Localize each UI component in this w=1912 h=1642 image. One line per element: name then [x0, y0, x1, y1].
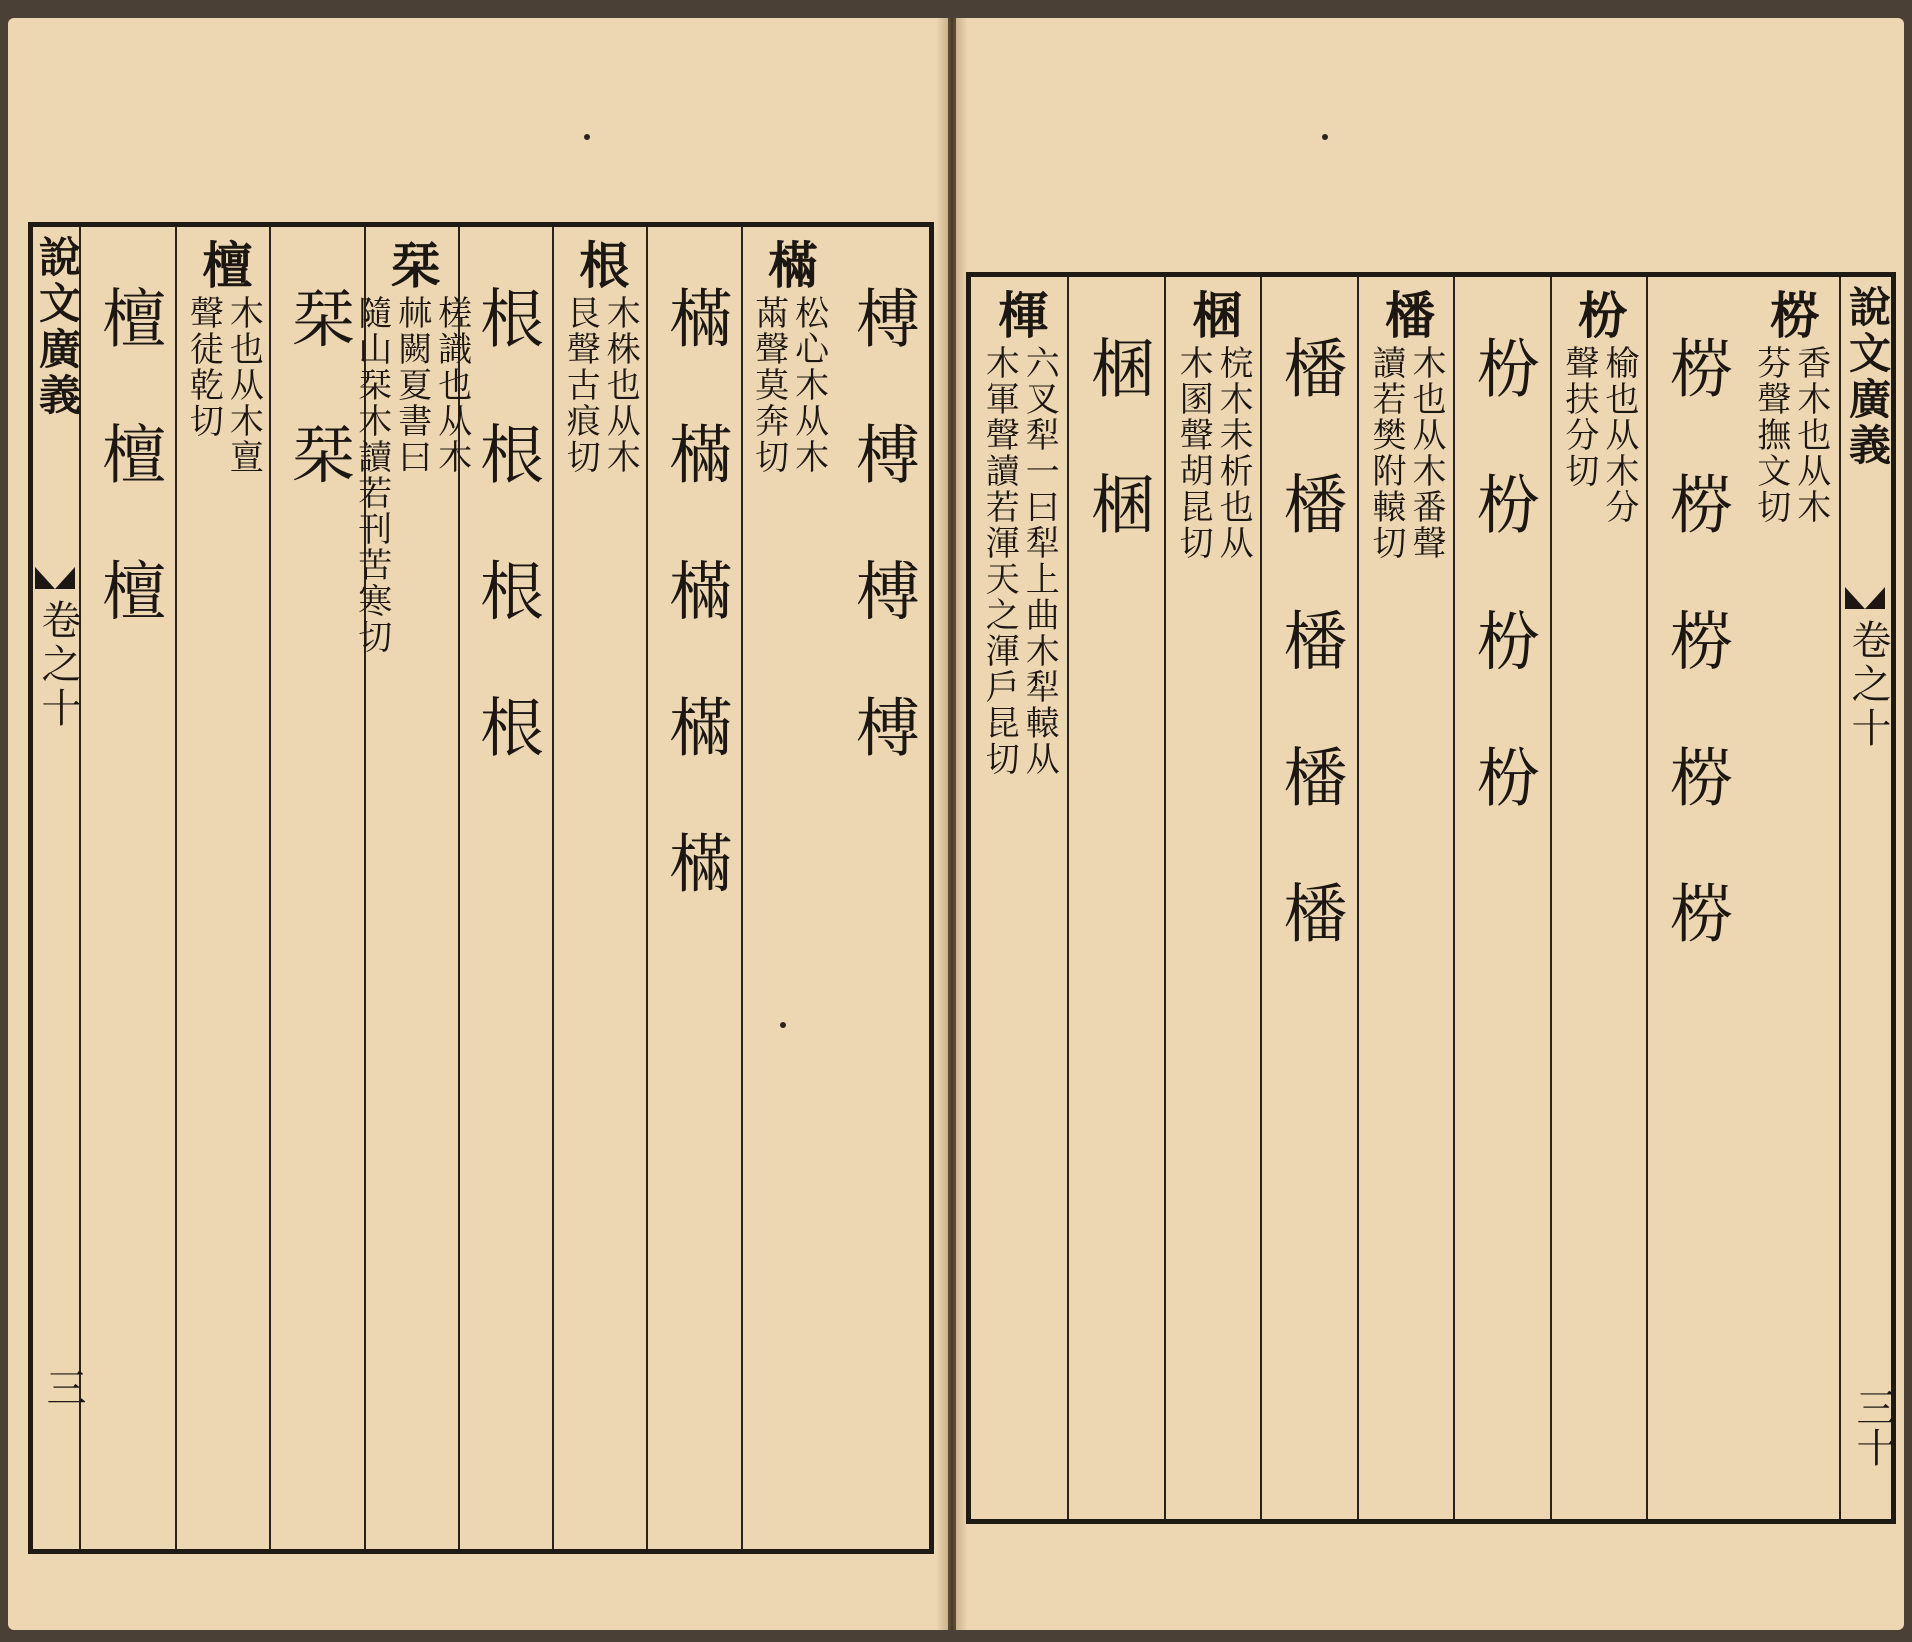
fish-tail-mark — [1845, 587, 1885, 609]
text-column — [835, 227, 929, 1549]
annotation-text: 艮聲古痕切 — [560, 295, 601, 475]
annotation-text: 木也从木番聲 — [1405, 345, 1446, 561]
seal-script-forms: 橎 橎 橎 橎 橎 — [1272, 335, 1347, 971]
annotation-text: 𣏟闕夏書曰 — [391, 295, 432, 475]
entry-headword: 棞 — [1184, 289, 1244, 341]
annotation-text: 槎識也从木 — [431, 295, 472, 475]
text-column — [1743, 277, 1839, 1519]
column-content — [351, 239, 472, 839]
column-content — [460, 239, 552, 784]
text-column — [1453, 277, 1549, 1519]
annotation-text: 香木也从木 — [1790, 345, 1831, 525]
right-page-number: 三十 — [1850, 1387, 1896, 1467]
right-columns — [971, 277, 1839, 1519]
annotation-text: 聲扶分切 — [1558, 345, 1599, 489]
text-column — [458, 227, 552, 1549]
right-margin-strip — [1839, 277, 1896, 1519]
column-content — [1455, 289, 1549, 834]
annotation-text: 㒼聲莫奔切 — [748, 295, 789, 475]
text-column — [971, 277, 1067, 1519]
annotation-text: 榆也从木分 — [1598, 345, 1639, 525]
seal-script-forms: 枌 枌 枌 枌 — [1465, 335, 1540, 835]
seal-script-forms: 栞 栞 — [280, 285, 355, 512]
column-content — [1166, 289, 1260, 889]
annotation-text: 芬聲撫文切 — [1750, 345, 1791, 525]
entry-headword: 梤 — [1761, 289, 1821, 341]
paper-speck — [584, 134, 590, 140]
column-content — [271, 239, 363, 511]
annotation-text: 松心木从木 — [788, 295, 829, 475]
column-content — [554, 239, 646, 839]
seal-script-forms: 榑 榑 榑 榑 — [844, 285, 919, 785]
annotation-text: 木也从木亶 — [223, 295, 264, 475]
text-column — [81, 227, 175, 1549]
text-column — [1357, 277, 1453, 1519]
annotation-text: 讀若樊附轅切 — [1365, 345, 1406, 561]
seal-script-forms: 檀 檀 檀 — [91, 285, 166, 648]
entry-headword: 樠 — [759, 239, 819, 291]
text-column — [351, 227, 472, 1549]
fish-tail-mark — [35, 567, 75, 589]
text-column — [1646, 277, 1742, 1519]
column-content — [177, 239, 269, 839]
text-column — [1164, 277, 1260, 1519]
text-column — [1067, 277, 1163, 1519]
text-column — [1550, 277, 1646, 1519]
annotation-text: 聲徒乾切 — [183, 295, 224, 439]
column-content — [1069, 289, 1163, 561]
left-margin-strip — [31, 227, 86, 1549]
entry-headword: 楎 — [990, 289, 1050, 341]
column-content — [648, 239, 740, 920]
paper-speck — [780, 1022, 786, 1028]
column-content — [1743, 289, 1839, 889]
text-column — [175, 227, 269, 1549]
annotation-text: 木軍聲讀若渾天之渾戶昆切 — [979, 345, 1020, 777]
left-columns — [81, 227, 929, 1549]
column-content — [1552, 289, 1646, 889]
left-margin-title: 說文廣義 — [33, 235, 82, 419]
annotation-text: 木圂聲胡昆切 — [1173, 345, 1214, 561]
seal-script-forms: 根 根 根 根 — [468, 285, 543, 785]
text-column — [552, 227, 646, 1549]
column-content — [835, 239, 929, 784]
column-content — [1648, 289, 1742, 970]
column-content — [81, 239, 175, 648]
entry-headword: 檀 — [194, 239, 254, 291]
entry-headword: 枌 — [1569, 289, 1629, 341]
column-content — [971, 289, 1067, 889]
right-margin-juan: 卷之十 — [1845, 619, 1891, 751]
annotation-text: 梡木未析也从 — [1213, 345, 1254, 561]
column-content — [743, 239, 835, 839]
text-column — [1260, 277, 1356, 1519]
right-page-frame — [966, 272, 1896, 1524]
left-margin-juan: 卷之十 — [35, 599, 81, 731]
entry-headword: 根 — [571, 239, 631, 291]
entry-headword: 橎 — [1376, 289, 1436, 341]
entry-headword: 栞 — [382, 239, 442, 291]
text-column — [269, 227, 363, 1549]
paper-speck — [1322, 134, 1328, 140]
annotation-text: 隨山栞木讀若刊苦寒切 — [351, 295, 392, 655]
seal-script-forms: 樠 樠 樠 樠 樠 — [657, 285, 732, 921]
seal-script-forms: 梤 梤 梤 梤 梤 — [1658, 335, 1733, 971]
column-content — [1262, 289, 1356, 970]
right-margin-title: 說文廣義 — [1843, 285, 1892, 469]
annotation-text: 木株也从木 — [600, 295, 641, 475]
text-column — [646, 227, 740, 1549]
left-page-number: 三 — [40, 1367, 86, 1407]
text-column — [741, 227, 835, 1549]
left-page-frame — [28, 222, 934, 1554]
seal-script-forms: 棞 棞 — [1079, 335, 1154, 562]
annotation-text: 六叉犁一曰犁上曲木犁轅从 — [1019, 345, 1060, 777]
column-content — [1359, 289, 1453, 889]
book-gutter — [936, 18, 968, 1630]
